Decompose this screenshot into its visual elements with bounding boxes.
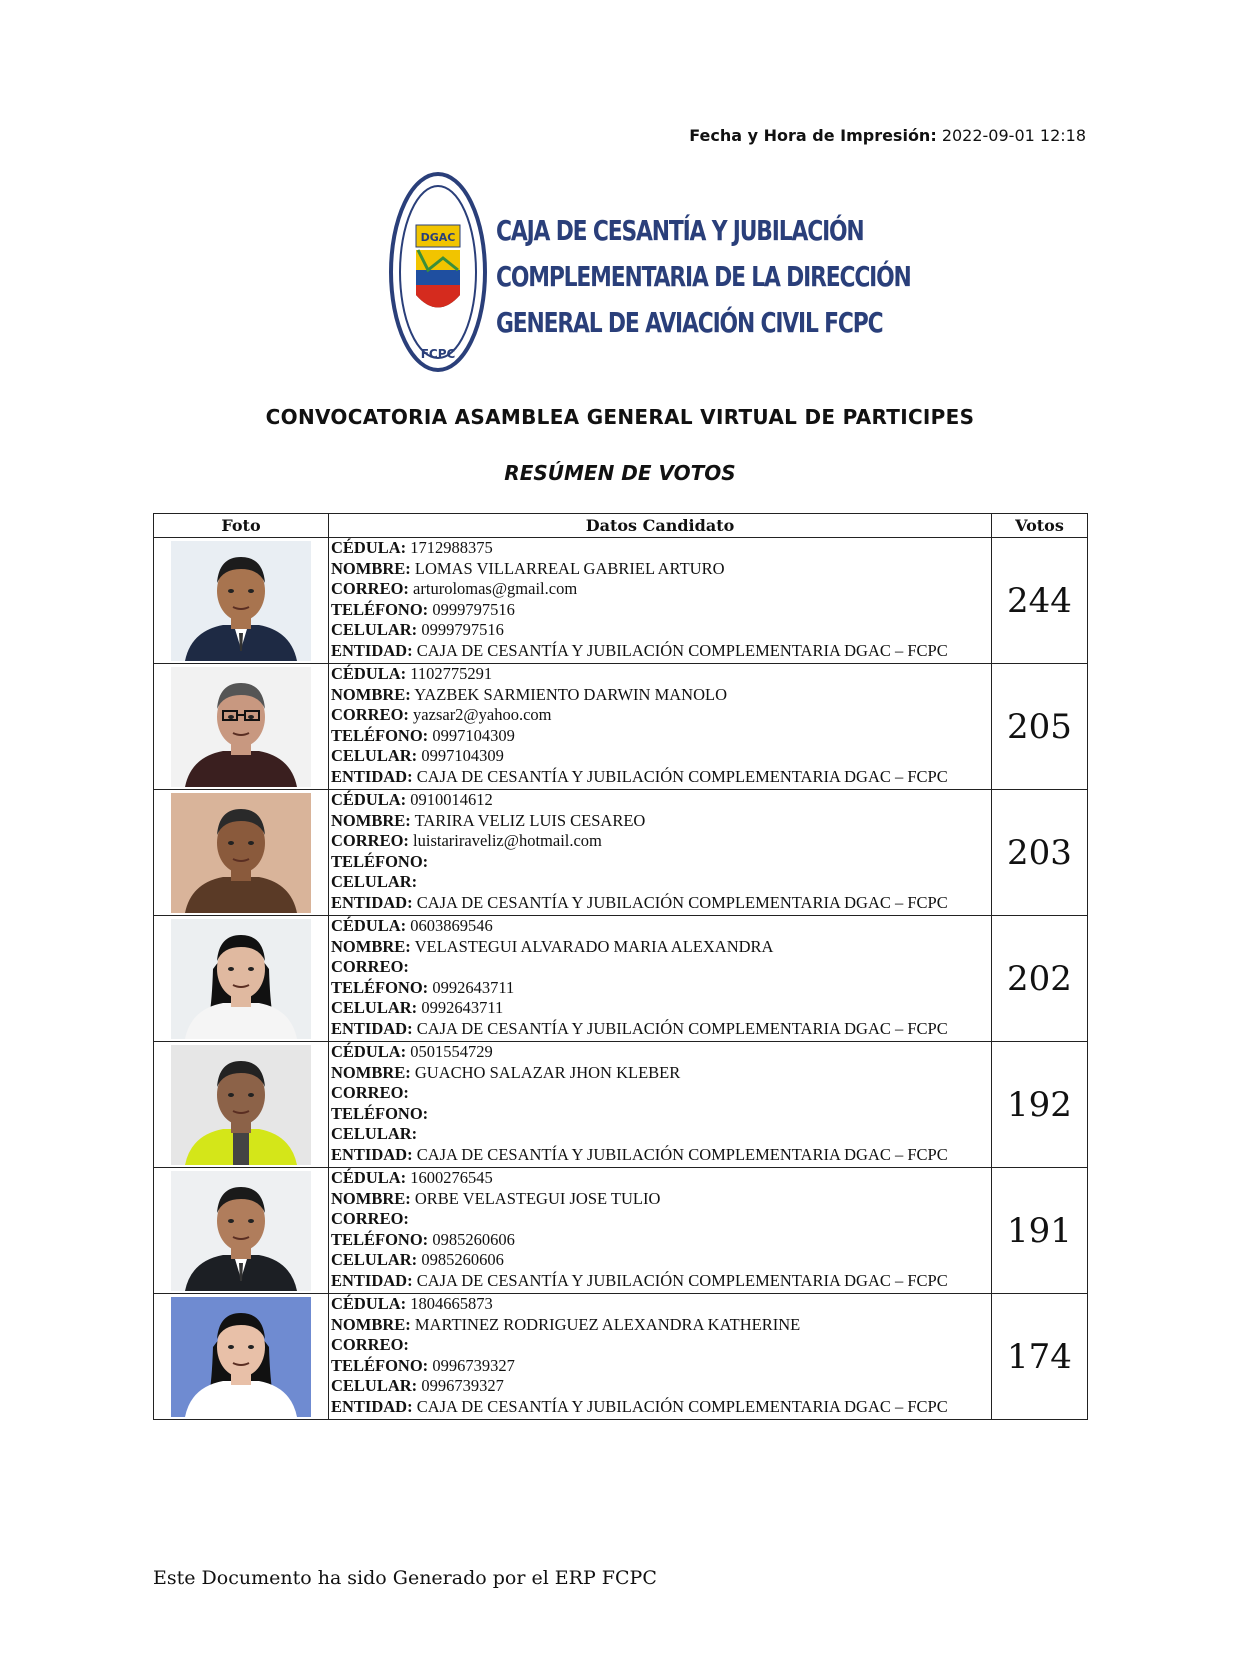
cedula-value: 1102775291	[410, 664, 493, 683]
candidate-data-cell	[329, 916, 992, 1042]
candidate-cedula-line	[331, 1042, 991, 1063]
candidate-photo-cell	[154, 916, 329, 1042]
entidad-label: ENTIDAD:	[331, 766, 413, 786]
header-foto: Foto	[154, 514, 329, 538]
cedula-value: 0910014612	[410, 790, 493, 809]
correo-value: luistariraveliz@hotmail.com	[413, 831, 602, 850]
candidate-correo-line	[331, 1335, 991, 1356]
nombre-label: NOMBRE:	[331, 558, 411, 578]
candidate-photo-cell	[154, 1294, 329, 1420]
candidate-nombre-line	[331, 685, 991, 706]
nombre-label: NOMBRE:	[331, 1188, 411, 1208]
telefono-value: 0996739327	[432, 1355, 515, 1375]
candidate-nombre-line	[331, 559, 991, 580]
candidate-telefono-line	[331, 978, 991, 999]
cedula-label: CÉDULA:	[331, 1042, 407, 1061]
vote-count: 191	[992, 1168, 1088, 1294]
candidate-photo-cell	[154, 790, 329, 916]
correo-label: CORREO:	[331, 831, 409, 850]
candidate-cedula-line	[331, 1294, 991, 1315]
candidate-telefono-line	[331, 1356, 991, 1377]
candidate-entidad-line	[331, 1019, 991, 1040]
candidate-data-cell	[329, 664, 992, 790]
correo-value: yazsar2@yahoo.com	[413, 705, 552, 724]
candidate-correo-line	[331, 1209, 991, 1230]
vote-count: 202	[992, 916, 1088, 1042]
entidad-value: CAJA DE CESANTÍA Y JUBILACIÓN COMPLEMENTARIA DGAC – FCPC	[416, 892, 948, 912]
candidate-celular-line	[331, 1376, 991, 1397]
cedula-value: 0603869546	[410, 916, 493, 935]
header-datos: Datos Candidato	[329, 514, 992, 538]
celular-label: CELULAR:	[331, 998, 418, 1017]
cedula-label: CÉDULA:	[331, 916, 407, 935]
candidate-data-cell	[329, 1294, 992, 1420]
correo-label: CORREO:	[331, 957, 409, 976]
candidate-celular-line	[331, 872, 991, 893]
candidate-celular-line	[331, 746, 991, 767]
entidad-label: ENTIDAD:	[331, 1270, 413, 1290]
correo-label: CORREO:	[331, 705, 409, 724]
candidate-photo-icon	[171, 541, 311, 661]
table-row	[154, 916, 1088, 1042]
candidate-telefono-line	[331, 1104, 991, 1125]
celular-label: CELULAR:	[331, 1250, 418, 1269]
nombre-label: NOMBRE:	[331, 936, 411, 956]
table-row	[154, 1168, 1088, 1294]
candidate-entidad-line	[331, 1271, 991, 1292]
entidad-value: CAJA DE CESANTÍA Y JUBILACIÓN COMPLEMENTARIA DGAC – FCPC	[416, 1018, 948, 1038]
nombre-label: NOMBRE:	[331, 810, 411, 830]
telefono-value: 0997104309	[432, 725, 515, 745]
candidate-celular-line	[331, 998, 991, 1019]
candidate-data-cell	[329, 1042, 992, 1168]
candidate-correo-line	[331, 705, 991, 726]
candidate-entidad-line	[331, 1397, 991, 1418]
celular-label: CELULAR:	[331, 746, 418, 765]
entidad-label: ENTIDAD:	[331, 640, 413, 660]
nombre-value: LOMAS VILLARREAL GABRIEL ARTURO	[414, 558, 725, 578]
candidate-celular-line	[331, 620, 991, 641]
cedula-label: CÉDULA:	[331, 1294, 407, 1313]
celular-value: 0997104309	[421, 746, 504, 765]
cedula-value: 1600276545	[410, 1168, 493, 1187]
svg-text:DGAC: DGAC	[420, 231, 456, 244]
candidate-photo-cell	[154, 538, 329, 664]
entidad-value: CAJA DE CESANTÍA Y JUBILACIÓN COMPLEMENTARIA DGAC – FCPC	[416, 766, 948, 786]
celular-value: 0992643711	[421, 998, 504, 1017]
logo-line-3: GENERAL DE AVIACIÓN CIVIL FCPC	[496, 306, 883, 339]
candidate-photo-icon	[171, 1171, 311, 1291]
candidate-correo-line	[331, 957, 991, 978]
candidate-cedula-line	[331, 790, 991, 811]
entidad-label: ENTIDAD:	[331, 1144, 413, 1164]
page-subtitle: RESÚMEN DE VOTOS	[504, 461, 736, 485]
svg-text:FCPC: FCPC	[420, 347, 456, 361]
cedula-label: CÉDULA:	[331, 664, 407, 683]
candidate-data-cell	[329, 1168, 992, 1294]
nombre-value: TARIRA VELIZ LUIS CESAREO	[414, 810, 646, 830]
vote-count: 192	[992, 1042, 1088, 1168]
cedula-label: CÉDULA:	[331, 538, 407, 557]
cedula-value: 0501554729	[410, 1042, 493, 1061]
nombre-label: NOMBRE:	[331, 1062, 411, 1082]
nombre-value: VELASTEGUI ALVARADO MARIA ALEXANDRA	[414, 936, 774, 956]
candidate-telefono-line	[331, 1230, 991, 1251]
telefono-label: TELÉFONO:	[331, 851, 429, 871]
table-row	[154, 790, 1088, 916]
candidate-photo-icon	[171, 793, 311, 913]
telefono-label: TELÉFONO:	[331, 1355, 429, 1375]
candidate-cedula-line	[331, 538, 991, 559]
candidate-entidad-line	[331, 767, 991, 788]
print-date-label: Fecha y Hora de Impresión:	[689, 126, 937, 145]
seal-emblem-icon	[388, 170, 488, 375]
telefono-value: 0985260606	[432, 1229, 515, 1249]
correo-label: CORREO:	[331, 579, 409, 598]
entidad-value: CAJA DE CESANTÍA Y JUBILACIÓN COMPLEMENTARIA DGAC – FCPC	[416, 640, 948, 660]
celular-value: 0985260606	[421, 1250, 504, 1269]
celular-label: CELULAR:	[331, 620, 418, 639]
print-datetime	[689, 126, 1086, 145]
correo-label: CORREO:	[331, 1209, 409, 1228]
entidad-label: ENTIDAD:	[331, 1396, 413, 1416]
correo-label: CORREO:	[331, 1083, 409, 1102]
candidate-photo-cell	[154, 1168, 329, 1294]
nombre-label: NOMBRE:	[331, 684, 411, 704]
celular-label: CELULAR:	[331, 1124, 418, 1143]
vote-count: 203	[992, 790, 1088, 916]
candidate-cedula-line	[331, 664, 991, 685]
entidad-value: CAJA DE CESANTÍA Y JUBILACIÓN COMPLEMENTARIA DGAC – FCPC	[416, 1144, 948, 1164]
candidate-correo-line	[331, 831, 991, 852]
candidate-nombre-line	[331, 1063, 991, 1084]
nombre-value: ORBE VELASTEGUI JOSE TULIO	[414, 1188, 661, 1208]
cedula-label: CÉDULA:	[331, 1168, 407, 1187]
candidate-data-cell	[329, 790, 992, 916]
candidate-celular-line	[331, 1124, 991, 1145]
candidate-nombre-line	[331, 1189, 991, 1210]
candidate-correo-line	[331, 1083, 991, 1104]
votes-table	[153, 513, 1088, 1420]
candidate-nombre-line	[331, 811, 991, 832]
table-row	[154, 538, 1088, 664]
candidate-nombre-line	[331, 1315, 991, 1336]
candidate-photo-icon	[171, 667, 311, 787]
candidate-telefono-line	[331, 600, 991, 621]
entidad-label: ENTIDAD:	[331, 892, 413, 912]
telefono-label: TELÉFONO:	[331, 599, 429, 619]
candidate-telefono-line	[331, 852, 991, 873]
fcpc-logo	[388, 170, 911, 375]
candidate-photo-cell	[154, 1042, 329, 1168]
entidad-value: CAJA DE CESANTÍA Y JUBILACIÓN COMPLEMENTARIA DGAC – FCPC	[416, 1270, 948, 1290]
page-title: CONVOCATORIA ASAMBLEA GENERAL VIRTUAL DE PARTICIPES	[265, 405, 975, 429]
cedula-value: 1712988375	[410, 538, 493, 557]
telefono-value: 0992643711	[432, 977, 515, 997]
logo-line-2: COMPLEMENTARIA DE LA DIRECCIÓN	[496, 260, 911, 293]
vote-count: 174	[992, 1294, 1088, 1420]
entidad-label: ENTIDAD:	[331, 1018, 413, 1038]
logo-line-1: CAJA DE CESANTÍA Y JUBILACIÓN	[496, 214, 864, 247]
celular-value: 0999797516	[421, 620, 504, 639]
correo-value: arturolomas@gmail.com	[413, 579, 578, 598]
telefono-label: TELÉFONO:	[331, 725, 429, 745]
vote-count: 244	[992, 538, 1088, 664]
candidate-photo-cell	[154, 664, 329, 790]
print-date-value: 2022-09-01 12:18	[941, 126, 1086, 145]
candidate-entidad-line	[331, 641, 991, 662]
candidate-photo-icon	[171, 1045, 311, 1165]
nombre-value: YAZBEK SARMIENTO DARWIN MANOLO	[414, 684, 728, 704]
candidate-photo-icon	[171, 1297, 311, 1417]
candidate-entidad-line	[331, 1145, 991, 1166]
table-row	[154, 664, 1088, 790]
nombre-label: NOMBRE:	[331, 1314, 411, 1334]
candidate-entidad-line	[331, 893, 991, 914]
footer-note: Este Documento ha sido Generado por el ERP FCPC	[153, 1567, 657, 1589]
table-header-row	[154, 514, 1088, 538]
telefono-label: TELÉFONO:	[331, 1229, 429, 1249]
telefono-label: TELÉFONO:	[331, 977, 429, 997]
vote-count: 205	[992, 664, 1088, 790]
entidad-value: CAJA DE CESANTÍA Y JUBILACIÓN COMPLEMENTARIA DGAC – FCPC	[416, 1396, 948, 1416]
celular-value: 0996739327	[421, 1376, 504, 1395]
correo-label: CORREO:	[331, 1335, 409, 1354]
cedula-label: CÉDULA:	[331, 790, 407, 809]
candidate-data-cell	[329, 538, 992, 664]
cedula-value: 1804665873	[410, 1294, 493, 1313]
candidate-cedula-line	[331, 916, 991, 937]
telefono-label: TELÉFONO:	[331, 1103, 429, 1123]
candidate-photo-icon	[171, 919, 311, 1039]
candidate-telefono-line	[331, 726, 991, 747]
candidate-celular-line	[331, 1250, 991, 1271]
celular-label: CELULAR:	[331, 1376, 418, 1395]
logo-text	[496, 208, 911, 346]
header-votos: Votos	[992, 514, 1088, 538]
telefono-value: 0999797516	[432, 599, 515, 619]
nombre-value: GUACHO SALAZAR JHON KLEBER	[414, 1062, 681, 1082]
candidate-cedula-line	[331, 1168, 991, 1189]
nombre-value: MARTINEZ RODRIGUEZ ALEXANDRA KATHERINE	[414, 1314, 801, 1334]
table-row	[154, 1294, 1088, 1420]
table-row	[154, 1042, 1088, 1168]
celular-label: CELULAR:	[331, 872, 418, 891]
candidate-nombre-line	[331, 937, 991, 958]
candidate-correo-line	[331, 579, 991, 600]
